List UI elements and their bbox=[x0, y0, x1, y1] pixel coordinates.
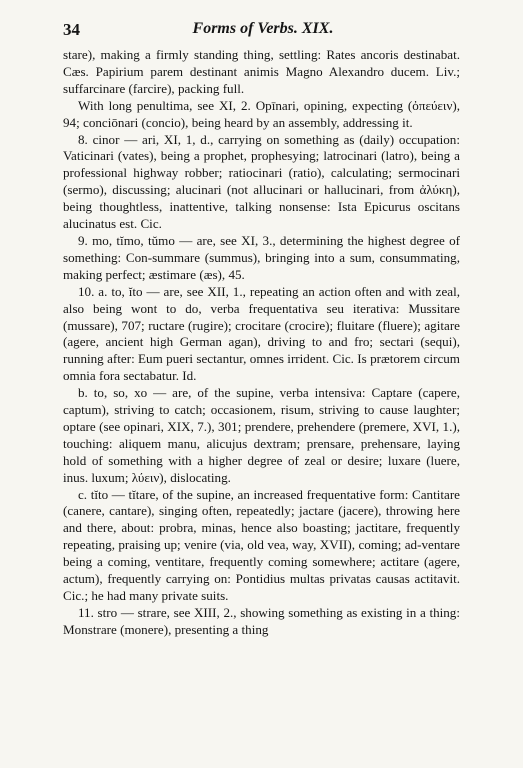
paragraph-section-9: 9. mo, tĭmo, tŭmo — are, see XI, 3., determining the highest degree of something: Con-summare (summus), bringing into a sum, consummating, making perfect; æstimare (æs), 45. bbox=[63, 232, 460, 282]
paragraph-section-10a: 10. a. to, ĭto — are, see XII, 1., repeating an action often and with zeal, also being wont to do, verba frequentativa seu iterativa: Mussitare (mussare), 707; ructare (rugire); crocitare (crocire); fluitare (fluere); agitare (agere, ancient high German agan), driving to and fro; sectari (sequi), running after: Eum pueri sectantur, omnes irrident. Cic. Is prætorem circum omnia fora sectabatur. Id. bbox=[63, 283, 460, 384]
page-header bbox=[63, 20, 463, 42]
page-body bbox=[63, 47, 460, 639]
paragraph-section-10b: b. to, so, xo — are, of the supine, verba intensiva: Captare (capere, captum), striving to catch; occasionem, risum, striving to cause laughter; optare (see opinari, XIX, 7.), 301; prendere, prehendere (premere, XVI, 1.), touching: aliquem manu, alicujus dextram; prensare, prehensare, laying hold of something with a higher degree of zeal or desire; luxare (luere, inus. luxum; λύειν), dislocating. bbox=[63, 385, 460, 485]
paragraph-section-10c: c. tĭto — tĭtare, of the supine, an increased frequentative form: Cantitare (canere, cantare), singing often, repeatedly; jactare (jacere), throwing here and there, about: probra, minas, hence also boasting; jactitare, frequently repeating, praising up; venire (via, old vea, way, XVII), coming; ad-ventare being a coming, ventitare, frequently coming somewhere; actitare (agere, actum), frequently carrying on: Pontidius multas privatas causas actitavit. Cic.; he had many private suits. bbox=[63, 486, 460, 603]
paragraph-continuation: stare), making a firmly standing thing, settling: Rates ancoris destinabat. Cæs. Papirium parem destinant animis Magno Alexandro ducem. Liv.; suffarcinare (farcire), packing full. bbox=[63, 47, 460, 96]
paragraph-long-penultima: With long penultima, see XI, 2. Opīnari, opining, expecting (ὀπεύειν), 94; conciōnari (concio), being heard by an assembly, addressing it. bbox=[63, 97, 460, 130]
paragraph-section-8: 8. cinor — ari, XI, 1, d., carrying on something as (daily) occupation: Vaticinari (vates), being a prophet, prophesying; latrocinari (latro), being a professional highway robber; ratiocinari (ratio), calculating; sermocinari (sermo), discussing; alucinari (not allucinari or hallucinari, from ἀλύκη), being thoughtless, inattentive, talking nonsense: Ista Epicurus oscitans alucinatus est. Cic. bbox=[63, 131, 460, 232]
page-number: 34 bbox=[63, 20, 80, 39]
paragraph-section-11: 11. stro — strare, see XIII, 2., showing something as existing in a thing: Monstrare (monere), presenting a thing bbox=[63, 604, 460, 637]
running-title: Forms of Verbs. XIX. bbox=[192, 20, 334, 37]
